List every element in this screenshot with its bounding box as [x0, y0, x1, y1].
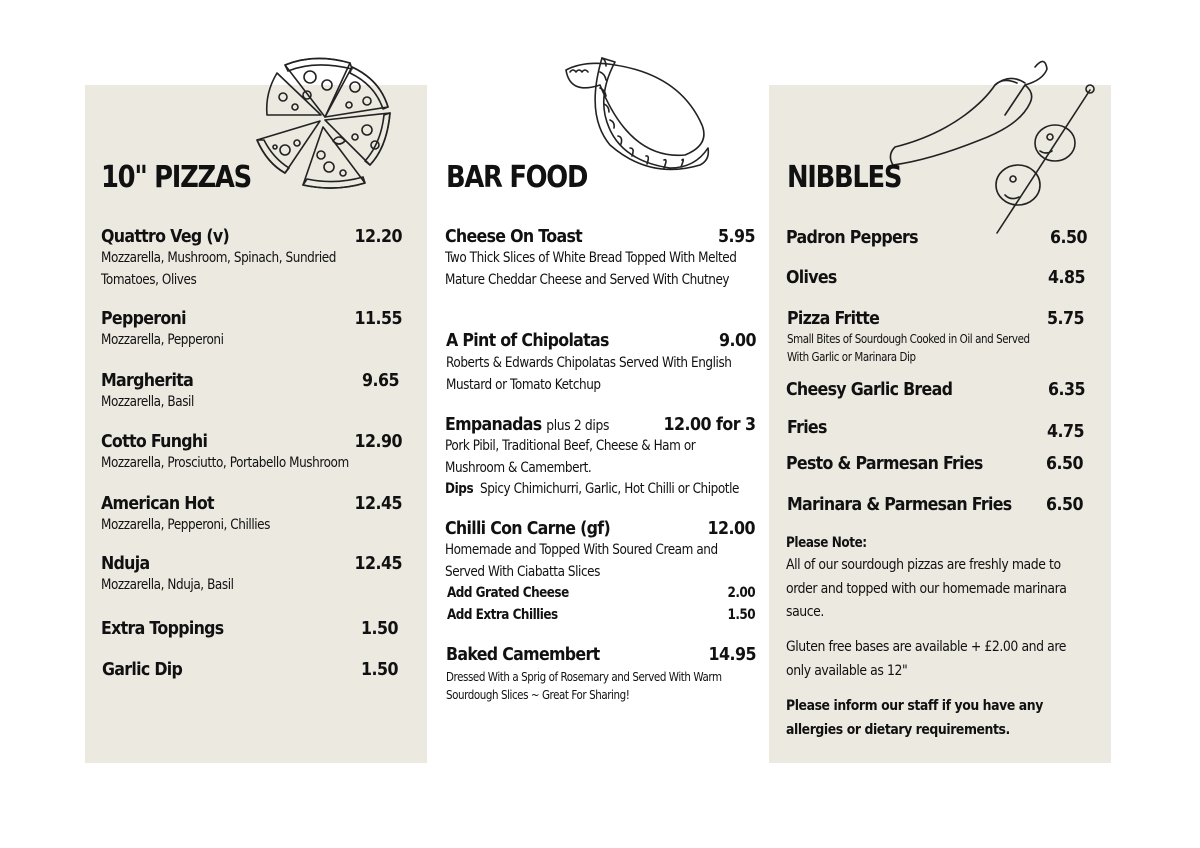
item-name: Nduja — [101, 553, 150, 574]
dips-list: Spicy Chimichurri, Garlic, Hot Chilli or Chipotle — [479, 481, 739, 497]
item-price: 12.00 — [707, 518, 755, 539]
item-description: Dressed With a Sprig of Rosemary and Served With Warm Sourdough Slices ~ Great For Sharing! — [446, 670, 722, 702]
note-allergies: Please inform our staff if you have any allergies or dietary requirements. — [786, 698, 1043, 738]
note-heading: Please Note: — [786, 535, 867, 551]
item-name: Quattro Veg (v) — [101, 226, 230, 247]
item-name — [445, 414, 609, 435]
item-price: 1.50 — [361, 659, 398, 680]
pizzas-title: 10" PIZZAS — [101, 160, 251, 195]
item-name: Padron Peppers — [786, 227, 918, 248]
item-price: 1.50 — [361, 618, 398, 639]
item-name: American Hot — [101, 493, 214, 514]
bar-food-title: BAR FOOD — [446, 160, 588, 195]
item-name: Cheesy Garlic Bread — [786, 379, 953, 400]
dips-line — [445, 479, 763, 501]
item-price: 12.00 for 3 — [663, 414, 755, 435]
item-name: Pesto & Parmesan Fries — [786, 453, 983, 474]
item-description: Mozzarella, Basil — [101, 394, 194, 410]
item-description: Roberts & Edwards Chipolatas Served With English Mustard or Tomato Ketchup — [446, 355, 732, 393]
item-price: 4.75 — [1047, 421, 1084, 442]
item-name: Margherita — [101, 370, 194, 391]
item-description: Mozzarella, Mushroom, Spinach, Sundried Tomatoes, Olives — [101, 250, 336, 288]
addon-price: 2.00 — [727, 585, 755, 601]
item-description: Mozzarella, Prosciutto, Portabello Mushroom — [101, 455, 349, 471]
item-description: Mozzarella, Pepperoni, Chillies — [101, 517, 270, 533]
item-price: 6.35 — [1048, 379, 1085, 400]
item-name: Garlic Dip — [102, 659, 183, 680]
item-price: 6.50 — [1046, 453, 1083, 474]
item-description: Mozzarella, Nduja, Basil — [101, 577, 234, 593]
note-sourdough: All of our sourdough pizzas are freshly made to order and topped with our homemade marinara sauce. — [786, 557, 1067, 620]
dips-label: Dips — [445, 481, 474, 497]
item-price: 6.50 — [1050, 227, 1087, 248]
item-price: 9.00 — [719, 330, 756, 351]
item-price: 5.75 — [1047, 308, 1084, 329]
item-price: 12.45 — [354, 493, 402, 514]
item-price: 4.85 — [1048, 267, 1085, 288]
addon-label: Add Grated Cheese — [447, 585, 569, 601]
item-price: 12.45 — [354, 553, 402, 574]
item-price: 11.55 — [354, 308, 402, 329]
item-price: 14.95 — [708, 644, 756, 665]
item-description: Two Thick Slices of White Bread Topped With Melted Mature Cheddar Cheese and Served With Chutney — [445, 250, 737, 288]
item-name: Pizza Fritte — [787, 308, 880, 329]
item-name: Chilli Con Carne (gf) — [445, 518, 611, 539]
item-price: 5.95 — [718, 226, 755, 247]
item-price: 12.20 — [354, 226, 402, 247]
item-name: Olives — [786, 267, 837, 288]
item-name: Marinara & Parmesan Fries — [787, 494, 1012, 515]
item-name: Cotto Funghi — [101, 431, 208, 452]
item-name: Extra Toppings — [101, 618, 224, 639]
item-description: Small Bites of Sourdough Cooked in Oil and Served With Garlic or Marinara Dip — [787, 332, 1030, 364]
addon-label: Add Extra Chillies — [447, 607, 558, 623]
item-name: Pepperoni — [101, 308, 186, 329]
pepper-and-olive-skewer-illustration — [885, 55, 1100, 235]
item-price: 9.65 — [362, 370, 399, 391]
item-description: Mozzarella, Pepperoni — [101, 332, 224, 348]
item-name: Baked Camembert — [446, 644, 600, 665]
item-name: Fries — [787, 417, 827, 438]
item-name: A Pint of Chipolatas — [446, 330, 609, 351]
item-price: 12.90 — [354, 431, 402, 452]
item-description: Homemade and Topped With Soured Cream and Served With Ciabatta Slices — [445, 542, 718, 580]
item-name: Cheese On Toast — [445, 226, 583, 247]
item-name-text: Empanadas — [445, 414, 542, 435]
note-gluten-free: Gluten free bases are available + £2.00 and are only available as 12" — [786, 639, 1067, 679]
empanada-illustration — [560, 50, 720, 175]
addon-price: 1.50 — [727, 607, 755, 623]
pizza-illustration — [255, 55, 395, 195]
nibbles-title: NIBBLES — [787, 160, 902, 195]
item-name-extra: plus 2 dips — [546, 418, 610, 434]
item-price: 6.50 — [1046, 494, 1083, 515]
item-description: Pork Pibil, Traditional Beef, Cheese & Ham or Mushroom & Camembert. — [445, 438, 696, 476]
